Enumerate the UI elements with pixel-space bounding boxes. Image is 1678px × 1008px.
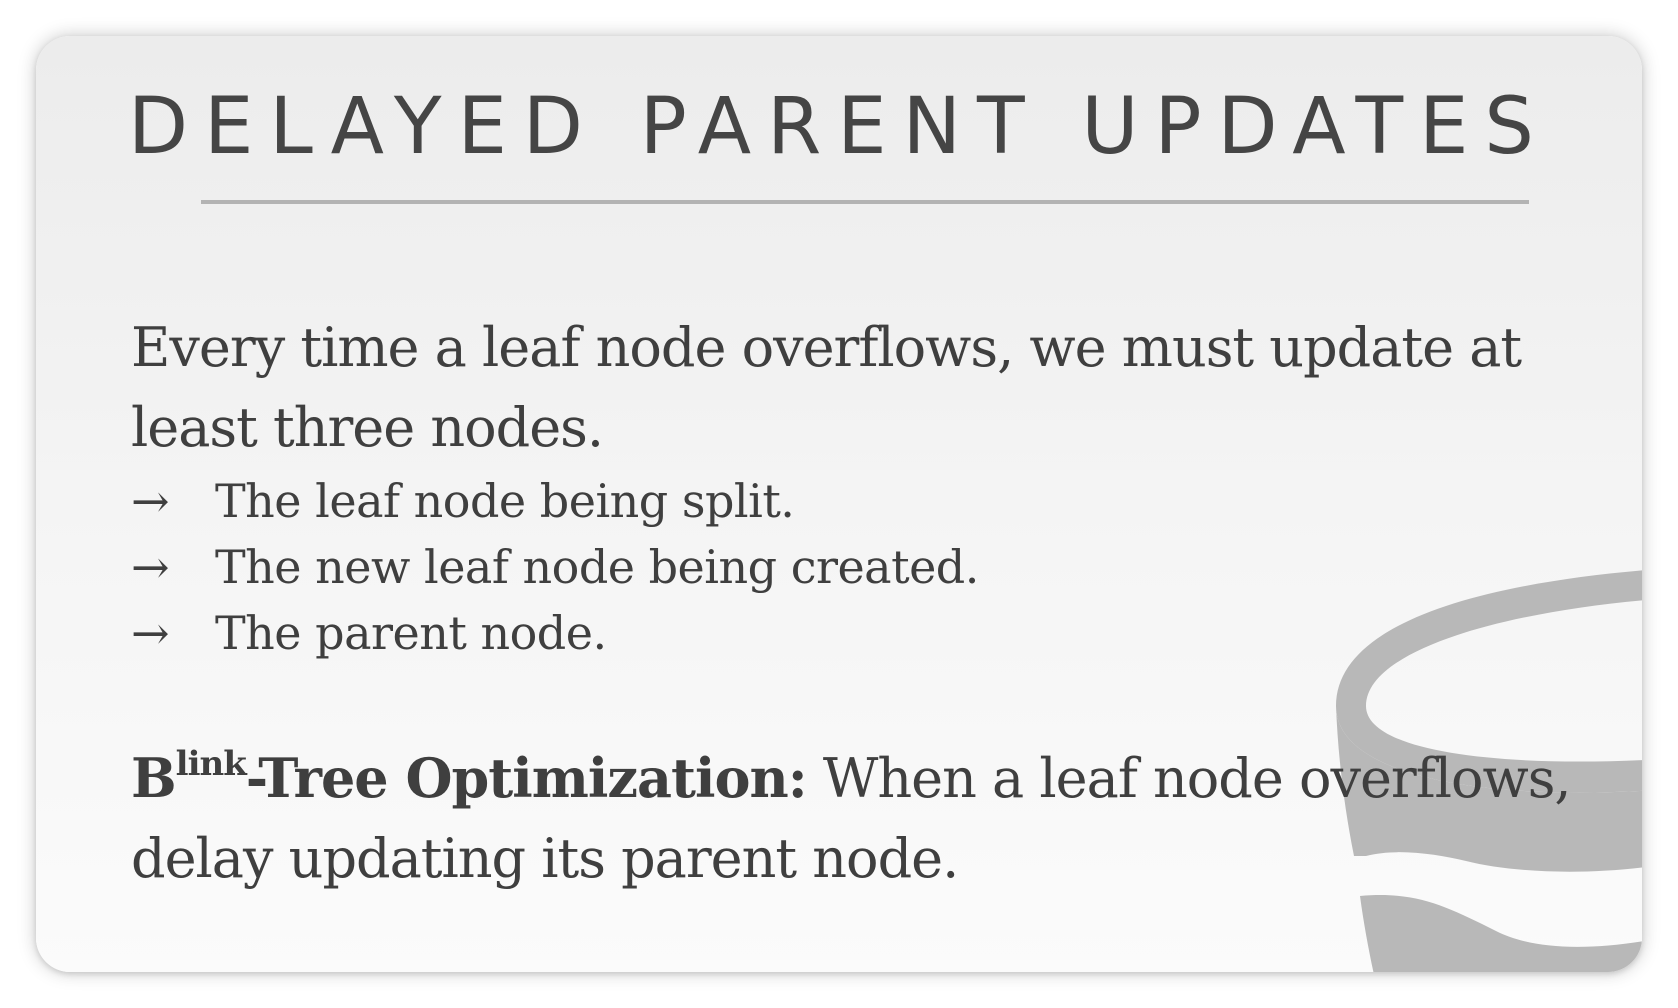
arrow-icon: → <box>131 606 170 660</box>
bullet-text: The leaf node being split. <box>215 474 795 528</box>
optimization-text: When a leaf node overflows, delay updating its parent node. <box>131 747 1571 890</box>
title-divider <box>201 200 1529 204</box>
bullet-text: The parent node. <box>215 606 607 660</box>
list-item <box>131 600 1611 666</box>
term-superscript: link <box>175 744 246 784</box>
slide-title: DELAYED PARENT UPDATES <box>128 82 1550 172</box>
slide-body <box>131 308 1611 899</box>
bullet-text: The new leaf node being created. <box>215 540 979 594</box>
term-rest: -Tree Optimization: <box>245 746 807 810</box>
slide <box>36 36 1642 972</box>
term-base: B <box>131 746 176 810</box>
optimization-term <box>131 746 807 810</box>
arrow-icon: → <box>131 540 170 594</box>
list-item <box>131 534 1611 600</box>
bullet-list <box>131 468 1611 666</box>
intro-paragraph: Every time a leaf node overflows, we must update at least three nodes. <box>131 316 1522 459</box>
optimization-paragraph <box>131 738 1611 899</box>
list-item <box>131 468 1611 534</box>
arrow-icon: → <box>131 474 170 528</box>
